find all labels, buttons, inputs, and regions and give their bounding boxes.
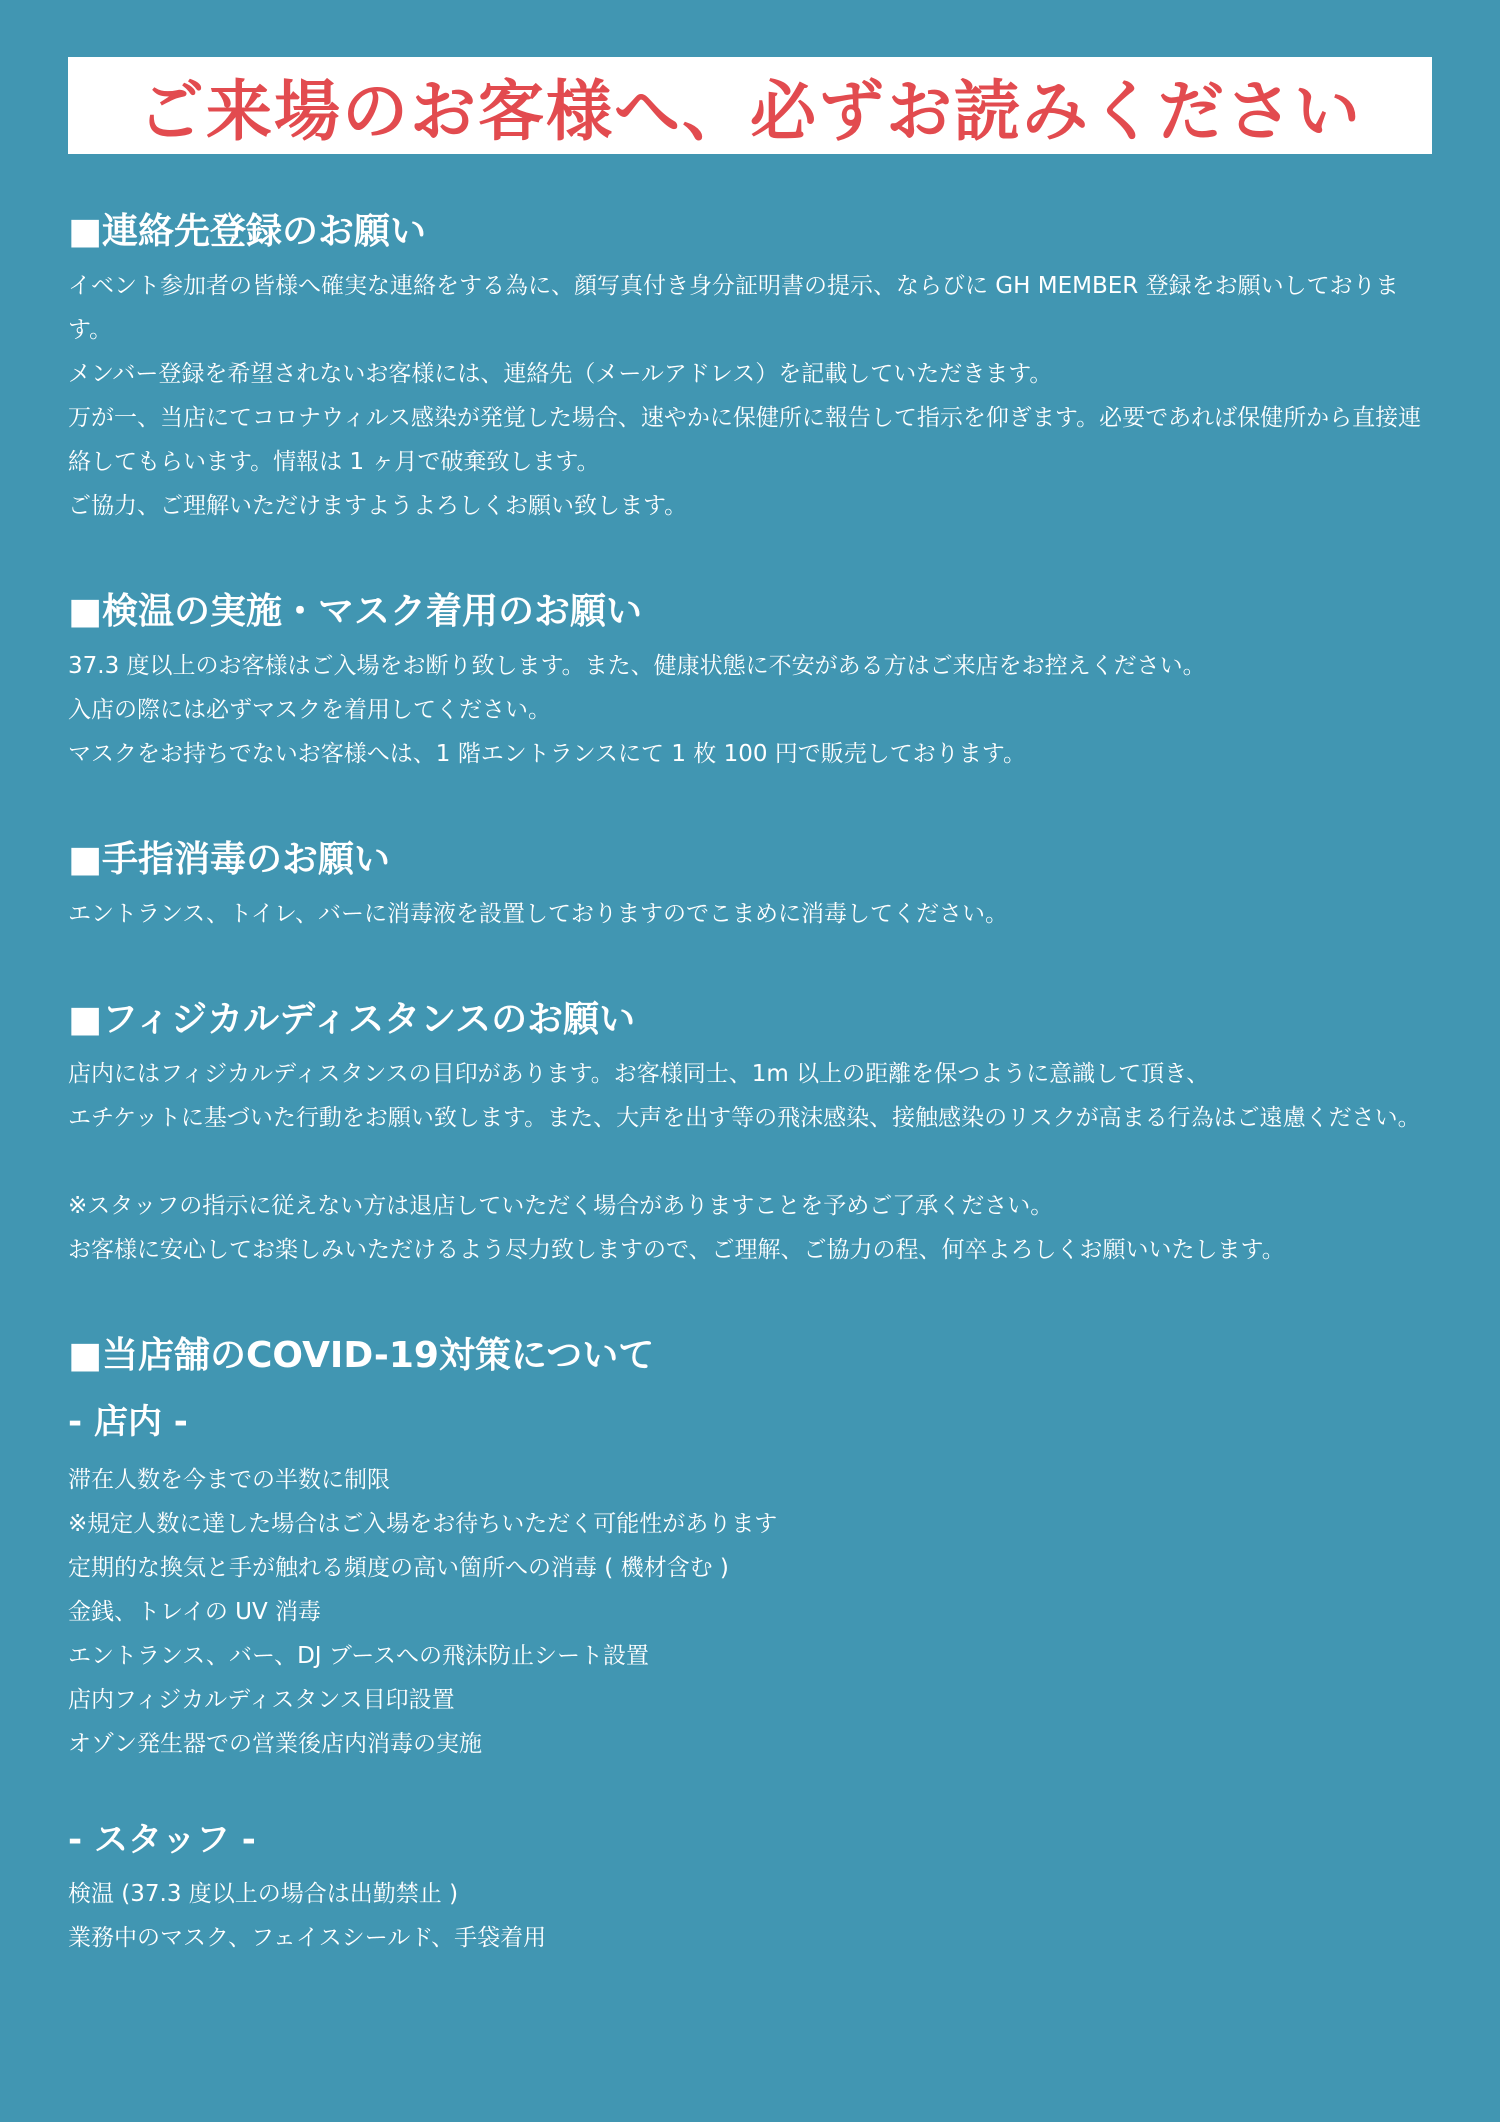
notice-page (68, 57, 1432, 1960)
list-item: 業務中のマスク、フェイスシールド、手袋着用 (68, 1925, 547, 1951)
staff-subheading: - スタッフ - (68, 1820, 256, 1860)
title-banner (68, 57, 1432, 154)
distance-line-4: お客様に安心してお楽しみいただけるよう尽力致しますので、ご理解、ご協力の程、何卒よろしくお願いいたします。 (68, 1237, 1285, 1263)
section-heading-distance: ■フィジカルディスタンスのお願い (68, 999, 636, 1040)
page-title: ご来場のお客様へ、必ずお読みください (138, 73, 1362, 150)
store-measures-list (68, 1458, 1432, 1766)
section-physical-distance (68, 998, 1432, 1272)
contact-paragraph-1: イベント参加者の皆様へ確実な連絡をする為に、顔写真付き身分証明書の提示、ならびに GH MEMBER 登録をお願いしております。 (68, 273, 1399, 343)
section-hand-disinfection (68, 838, 1432, 936)
store-subheading: - 店内 - (68, 1402, 188, 1442)
section-heading-temperature: ■検温の実施・マスク着用のお願い (68, 591, 643, 632)
list-item: 検温 (37.3 度以上の場合は出勤禁止 ) (68, 1881, 459, 1907)
list-item: 滞在人数を今までの半数に制限 (68, 1467, 390, 1493)
section-contact-registration (68, 210, 1432, 528)
list-item: オゾン発生器での営業後店内消毒の実施 (68, 1731, 482, 1757)
section-heading-disinfection: ■手指消毒のお願い (68, 839, 391, 880)
list-item: 定期的な換気と手が触れる頻度の高い箇所への消毒 ( 機材含む ) (68, 1555, 729, 1581)
list-item: エントランス、バー、DJ ブースへの飛沫防止シート設置 (68, 1643, 650, 1669)
staff-measures-list (68, 1872, 1432, 1960)
temperature-line-1: 37.3 度以上のお客様はご入場をお断り致します。また、健康状態に不安がある方はご来店をお控えください。 (68, 653, 1206, 679)
temperature-line-2: 入店の際には必ずマスクを着用してください。 (68, 697, 551, 723)
section-heading-contact: ■連絡先登録のお願い (68, 211, 427, 252)
spacer (68, 1140, 1432, 1184)
temperature-line-3: マスクをお持ちでないお客様へは、1 階エントランスにて 1 枚 100 円で販売しております。 (68, 741, 1026, 767)
list-item: 金銭、トレイの UV 消毒 (68, 1599, 322, 1625)
list-item: 店内フィジカルディスタンス目印設置 (68, 1687, 455, 1713)
distance-line-1: 店内にはフィジカルディスタンスの目印があります。お客様同士、1m 以上の距離を保つように意識して頂き、 (68, 1061, 1210, 1087)
contact-paragraph-3: 万が一、当店にてコロナウィルス感染が発覚した場合、速やかに保健所に報告して指示を仰ぎます。必要であれば保健所から直接連絡してもらいます。情報は 1 ヶ月で破棄致します。 (68, 405, 1422, 475)
contact-paragraph-4: ご協力、ご理解いただけますようよろしくお願い致します。 (68, 493, 688, 519)
section-heading-covid: ■当店舗のCOVID-19対策について (68, 1335, 655, 1376)
distance-paragraph-2: エチケットに基づいた行動をお願い致します。また、大声を出す等の飛沫感染、接触感染のリスクが高まる行為はご遠慮ください。 (68, 1105, 1421, 1131)
section-covid-measures (68, 1334, 1432, 1960)
list-item: ※規定人数に達した場合はご入場をお待ちいただく可能性があります (68, 1511, 778, 1537)
disinfection-line-1: エントランス、トイレ、バーに消毒液を設置しておりますのでこまめに消毒してください。 (68, 901, 1009, 927)
section-temperature-mask (68, 590, 1432, 776)
distance-line-3: ※スタッフの指示に従えない方は退店していただく場合がありますことを予めご了承ください。 (68, 1193, 1054, 1219)
contact-paragraph-2: メンバー登録を希望されないお客様には、連絡先（メールアドレス）を記載していただきます。 (68, 361, 1053, 387)
